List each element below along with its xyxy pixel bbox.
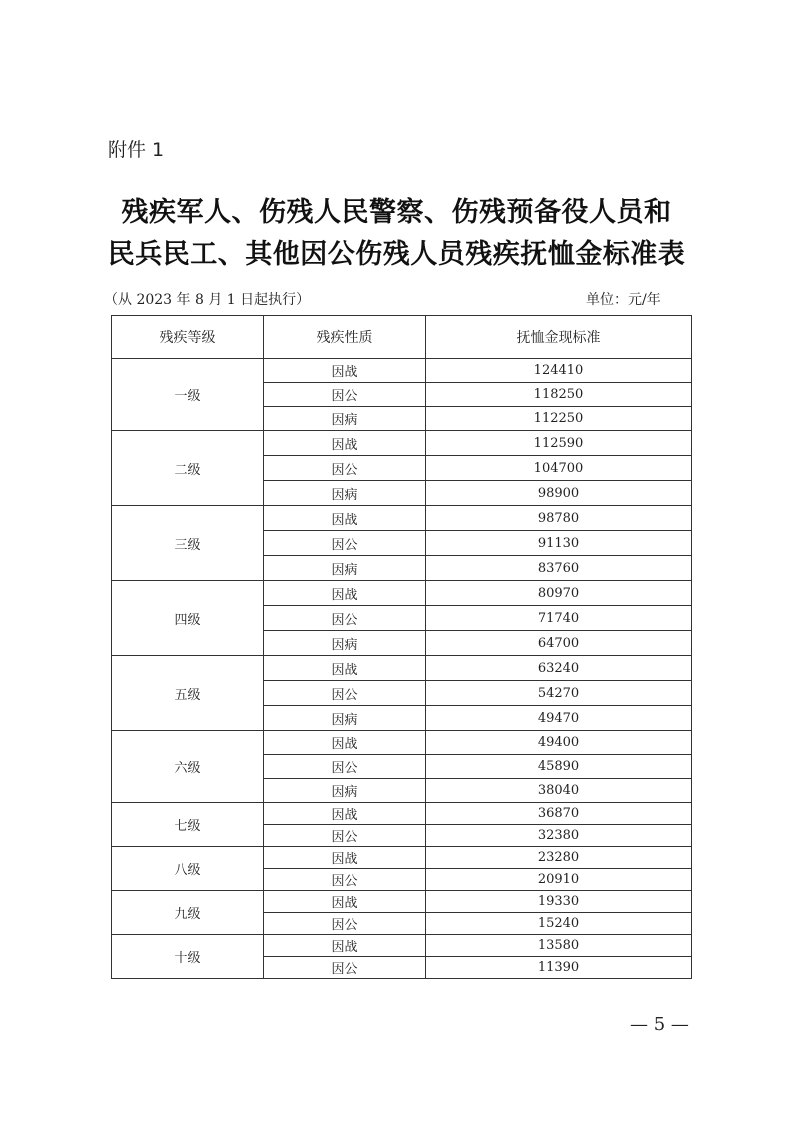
table-row — [112, 935, 692, 957]
nature-cell: 因公 — [264, 531, 426, 556]
amount-cell: 124410 — [426, 359, 692, 383]
table-row — [112, 891, 692, 913]
nature-cell: 因公 — [264, 456, 426, 481]
nature-cell: 因战 — [264, 506, 426, 531]
nature-cell: 因病 — [264, 407, 426, 431]
level-cell: 七级 — [112, 803, 264, 847]
amount-cell: 15240 — [426, 913, 692, 935]
document-title-line-1: 残疾军人、伤残人民警察、伤残预备役人员和 — [121, 197, 672, 228]
amount-cell: 23280 — [426, 847, 692, 869]
pension-standard-table — [111, 315, 692, 979]
amount-cell: 45890 — [426, 755, 692, 779]
amount-cell: 11390 — [426, 957, 692, 979]
amount-cell: 98900 — [426, 481, 692, 506]
amount-cell: 63240 — [426, 656, 692, 681]
table-row — [112, 731, 692, 755]
level-cell: 四级 — [112, 581, 264, 656]
nature-cell: 因战 — [264, 431, 426, 456]
amount-cell: 64700 — [426, 631, 692, 656]
nature-cell: 因战 — [264, 803, 426, 825]
amount-cell: 71740 — [426, 606, 692, 631]
level-cell: 六级 — [112, 731, 264, 803]
table-row — [112, 581, 692, 606]
level-cell: 二级 — [112, 431, 264, 506]
nature-cell: 因公 — [264, 383, 426, 407]
amount-cell: 19330 — [426, 891, 692, 913]
nature-cell: 因公 — [264, 606, 426, 631]
table-row — [112, 359, 692, 383]
amount-cell: 38040 — [426, 779, 692, 803]
nature-cell: 因公 — [264, 825, 426, 847]
nature-cell: 因公 — [264, 957, 426, 979]
amount-cell: 118250 — [426, 383, 692, 407]
nature-cell: 因战 — [264, 847, 426, 869]
level-cell: 三级 — [112, 506, 264, 581]
document-title-line-2: 民兵民工、其他因公伤残人员残疾抚恤金标准表 — [107, 239, 686, 270]
nature-cell: 因公 — [264, 755, 426, 779]
amount-cell: 36870 — [426, 803, 692, 825]
level-cell: 一级 — [112, 359, 264, 431]
table-body — [112, 359, 692, 979]
nature-cell: 因战 — [264, 731, 426, 755]
table-header-row — [112, 316, 692, 359]
amount-cell: 112250 — [426, 407, 692, 431]
level-cell: 五级 — [112, 656, 264, 731]
amount-cell: 20910 — [426, 869, 692, 891]
nature-cell: 因公 — [264, 869, 426, 891]
nature-cell: 因公 — [264, 681, 426, 706]
nature-cell: 因病 — [264, 556, 426, 581]
table-row — [112, 847, 692, 869]
nature-cell: 因战 — [264, 891, 426, 913]
level-cell: 八级 — [112, 847, 264, 891]
table-row — [112, 803, 692, 825]
table-row — [112, 656, 692, 681]
nature-cell: 因战 — [264, 656, 426, 681]
nature-cell: 因战 — [264, 359, 426, 383]
amount-cell: 112590 — [426, 431, 692, 456]
amount-cell: 98780 — [426, 506, 692, 531]
amount-cell: 54270 — [426, 681, 692, 706]
level-cell: 九级 — [112, 891, 264, 935]
amount-cell: 32380 — [426, 825, 692, 847]
amount-cell: 91130 — [426, 531, 692, 556]
nature-cell: 因病 — [264, 481, 426, 506]
amount-cell: 13580 — [426, 935, 692, 957]
header-disability-level: 残疾等级 — [112, 316, 264, 359]
nature-cell: 因战 — [264, 581, 426, 606]
nature-cell: 因公 — [264, 913, 426, 935]
amount-cell: 49400 — [426, 731, 692, 755]
header-disability-nature: 残疾性质 — [264, 316, 426, 359]
amount-cell: 83760 — [426, 556, 692, 581]
header-pension-standard: 抚恤金现标准 — [426, 316, 692, 359]
table-row — [112, 431, 692, 456]
table-row — [112, 506, 692, 531]
nature-cell: 因病 — [264, 631, 426, 656]
level-cell: 十级 — [112, 935, 264, 979]
page-number: — 5 — — [630, 1014, 689, 1035]
effective-date-note: （从 2023 年 8 月 1 日起执行） — [104, 292, 311, 308]
amount-cell: 104700 — [426, 456, 692, 481]
nature-cell: 因病 — [264, 706, 426, 731]
amount-cell: 49470 — [426, 706, 692, 731]
nature-cell: 因战 — [264, 935, 426, 957]
nature-cell: 因病 — [264, 779, 426, 803]
amount-cell: 80970 — [426, 581, 692, 606]
unit-note: 单位：元/年 — [586, 292, 661, 308]
attachment-label: 附件 1 — [108, 139, 165, 161]
